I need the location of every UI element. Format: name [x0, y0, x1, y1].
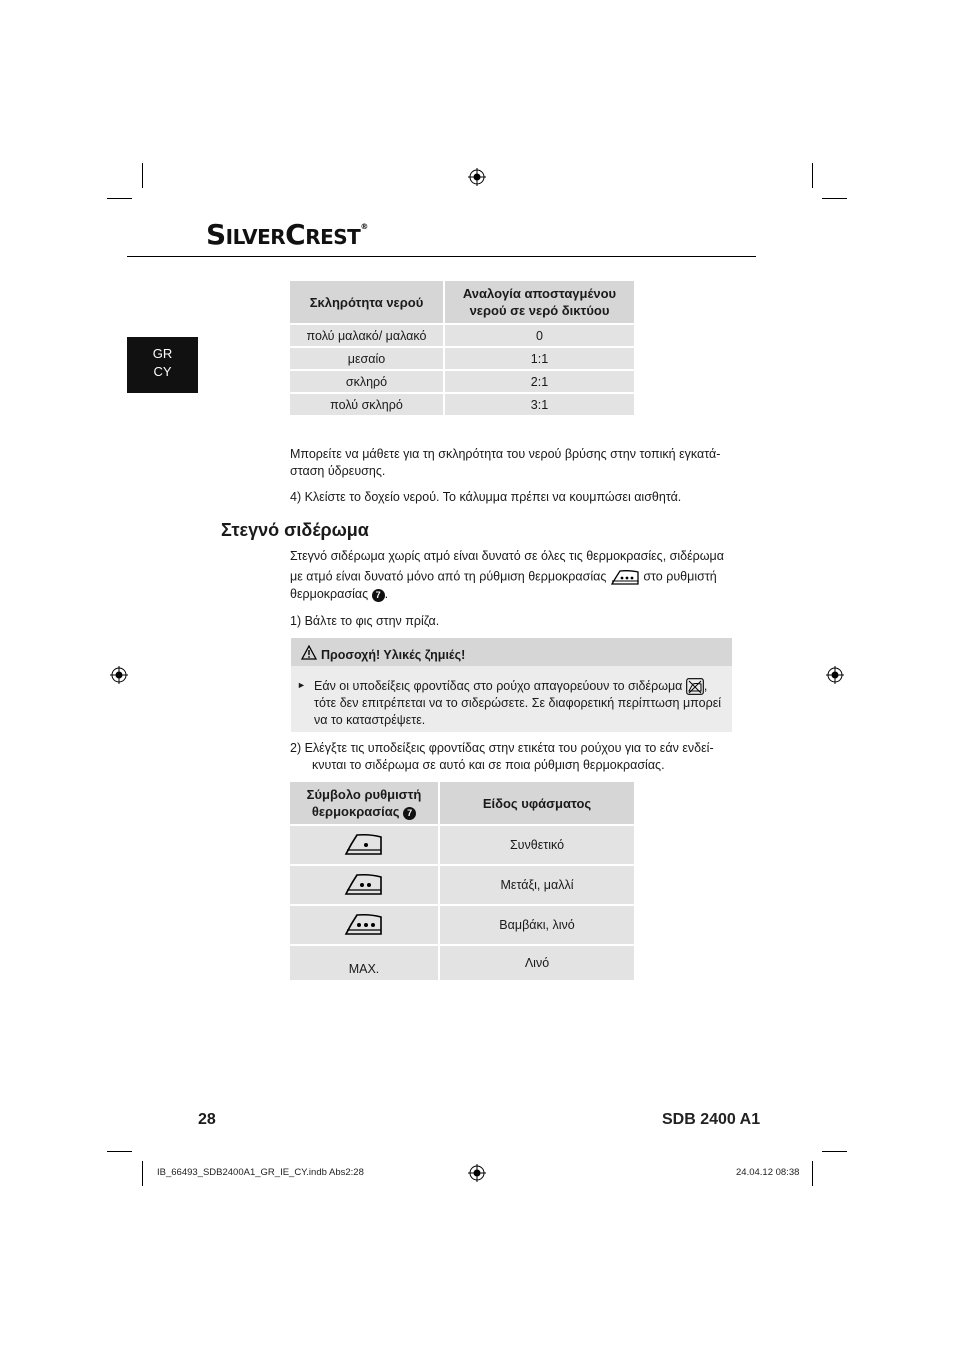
- step-4: 4) Κλείστε το δοχείο νερού. Το κάλυμμα πρέπει να κουμπώσει αισθητά.: [290, 490, 682, 504]
- table-cell: 2:1: [445, 371, 634, 392]
- hardness-note: Μπορείτε να μάθετε για τη σκληρότητα του νερού βρύσης στην τοπική εγκατά- σταση ύδρευσης.: [290, 447, 721, 478]
- warning-triangle-icon: [301, 645, 317, 660]
- table-cell: σκληρό: [290, 371, 443, 392]
- iron-2-dot-icon: [344, 871, 384, 897]
- table-header: Είδος υφάσματος: [440, 782, 634, 824]
- table-header: Αναλογία αποσταγμένου νερού σε νερό δικτύου: [445, 281, 634, 323]
- registration-mark-icon: [468, 168, 486, 186]
- crop-mark: [822, 1151, 847, 1152]
- table-cell: [290, 826, 438, 864]
- crop-mark: [812, 1161, 813, 1186]
- brand-logo: SILVERCREST®: [206, 218, 368, 251]
- bullet-arrow: ►: [297, 680, 306, 690]
- crop-mark: [107, 198, 132, 199]
- table-cell: Λινό: [440, 946, 634, 980]
- fabric-temperature-table: [288, 780, 636, 982]
- table-cell: Βαμβάκι, λινό: [440, 906, 634, 944]
- table-cell: [290, 906, 438, 944]
- header-rule: [127, 256, 756, 257]
- iron-1-dot-icon: [344, 831, 384, 857]
- print-slug-file: IB_66493_SDB2400A1_GR_IE_CY.indb Abs2:28: [157, 1167, 364, 1178]
- crop-mark: [142, 163, 143, 188]
- table-cell: πολύ μαλακό/ μαλακό: [290, 325, 443, 346]
- registration-mark-icon: [110, 666, 128, 684]
- table-cell: [290, 866, 438, 904]
- table-cell: 1:1: [445, 348, 634, 369]
- table-cell: 3:1: [445, 394, 634, 415]
- model-number: SDB 2400 A1: [662, 1111, 761, 1128]
- table-cell: MAX.: [290, 946, 438, 980]
- crop-mark: [822, 198, 847, 199]
- table-cell: Συνθετικό: [440, 826, 634, 864]
- table-cell: Μετάξι, μαλλί: [440, 866, 634, 904]
- step-2: 2) Ελέγξτε τις υποδείξεις φροντίδας στην ετικέτα του ρούχου για το εάν ενδεί- κνυται το σιδέρωμα σε αυτό και σε ποια ρύθμιση θερμοκρασίας.: [290, 741, 714, 772]
- print-slug-date: 24.04.12 08:38: [736, 1167, 800, 1178]
- table-header: Σύμβολο ρυθμιστή θερμοκρασίας 7: [290, 782, 438, 824]
- warning-header: [291, 638, 732, 666]
- table-header: Σκληρότητα νερού: [290, 281, 443, 323]
- registration-mark-icon: [826, 666, 844, 684]
- table-cell: 0: [445, 325, 634, 346]
- section-heading: Στεγνό σιδέρωμα: [221, 520, 369, 540]
- no-ironing-icon: [686, 678, 704, 695]
- warning-text: Εάν οι υποδείξεις φροντίδας στο ρούχο απαγορεύουν το σιδέρωμα , τότε δεν επιτρέπεται να το σιδερώσετε. Σε διαφορετική περίπτωση μπορεί να το καταστρέψετε.: [314, 679, 722, 728]
- water-hardness-table: [288, 279, 636, 417]
- warning-title: Προσοχή! Υλικές ζημιές!: [321, 648, 466, 662]
- language-code: GR: [152, 346, 173, 361]
- iron-3-dot-icon: [610, 568, 640, 586]
- dry-ironing-text: Στεγνό σιδέρωμα χωρίς ατμό είναι δυνατό σε όλες τις θερμοκρασίες, σιδέρωμα με ατμό είναι δυνατό μόνο από τη ρύθμιση θερμοκρασίας στο ρυθμιστή θερμοκρασίας 7 .: [290, 549, 724, 601]
- callout-number: 7: [372, 589, 385, 602]
- step-1: 1) Βάλτε το φις στην πρίζα.: [290, 614, 440, 628]
- registration-mark-icon: [468, 1164, 486, 1182]
- language-tab: [127, 337, 198, 393]
- callout-number: 7: [403, 807, 416, 820]
- table-cell: πολύ σκληρό: [290, 394, 443, 415]
- crop-mark: [142, 1161, 143, 1186]
- iron-3-dot-icon: [344, 911, 384, 937]
- crop-mark: [107, 1151, 132, 1152]
- warning-box: [291, 638, 732, 732]
- crop-mark: [812, 163, 813, 188]
- table-cell: μεσαίο: [290, 348, 443, 369]
- page-number: 28: [198, 1111, 216, 1128]
- language-code: CY: [153, 364, 172, 379]
